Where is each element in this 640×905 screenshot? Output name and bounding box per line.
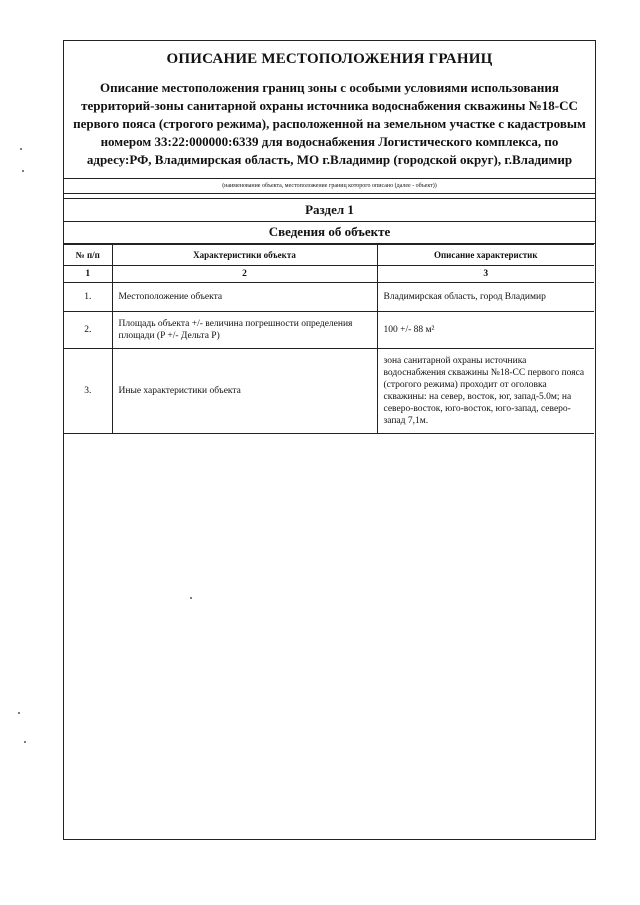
- row-characteristic: Иные характеристики объекта: [112, 349, 377, 434]
- section-heading: Раздел 1: [64, 198, 595, 222]
- row-description: 100 +/- 88 м²: [377, 312, 594, 349]
- row-characteristic: Площадь объекта +/- величина погрешности определения площади (P +/- Дельта P): [112, 312, 377, 349]
- scan-speck: [22, 170, 24, 172]
- document-subtitle: Описание местоположения границ зоны с особыми условиями использования территорий-зоны санитарной охраны источника водоснабжения скважины №18-СС первого пояса (строгого режима), расположенной на земельном участке с кадастровым номером 33:22:000000:6339 для водоснабжения Логистического комплекса, по адресу:РФ, Владимирская область, МО г.Владимир (городской округ), г.Владимир: [73, 80, 586, 167]
- index-cell: 1: [64, 266, 112, 283]
- object-info-table: [64, 244, 594, 434]
- header-description: Описание характеристик: [377, 245, 594, 266]
- object-caption: (наименование объекта, местоположение границ которого описано (далее - объект)): [64, 178, 595, 194]
- scan-speck: [18, 712, 20, 714]
- document-title: ОПИСАНИЕ МЕСТОПОЛОЖЕНИЯ ГРАНИЦ: [166, 51, 493, 67]
- table-index-row: [64, 266, 594, 283]
- document-frame: [63, 40, 596, 840]
- table-row: [64, 283, 594, 312]
- index-cell: 2: [112, 266, 377, 283]
- scan-speck: [190, 597, 192, 599]
- row-characteristic: Местоположение объекта: [112, 283, 377, 312]
- row-num: 2.: [64, 312, 112, 349]
- scan-speck: [20, 148, 22, 150]
- index-cell: 3: [377, 266, 594, 283]
- table-row: [64, 349, 594, 434]
- row-num: 1.: [64, 283, 112, 312]
- scan-speck: [24, 741, 26, 743]
- table-header-row: [64, 245, 594, 266]
- row-description: зона санитарной охраны источника водоснабжения скважины №18-СС первого пояса (строгого режима) проходит от оголовка скважины: на север, восток, юг, запад-5.0м; на северо-восток, юго-восток, юго-запад, северо-запад 7,1м.: [377, 349, 594, 434]
- row-num: 3.: [64, 349, 112, 434]
- subsection-heading: Сведения об объекте: [64, 221, 595, 244]
- row-description: Владимирская область, город Владимир: [377, 283, 594, 312]
- table-row: [64, 312, 594, 349]
- header-num: № п/п: [64, 245, 112, 266]
- header-characteristic: Характеристики объекта: [112, 245, 377, 266]
